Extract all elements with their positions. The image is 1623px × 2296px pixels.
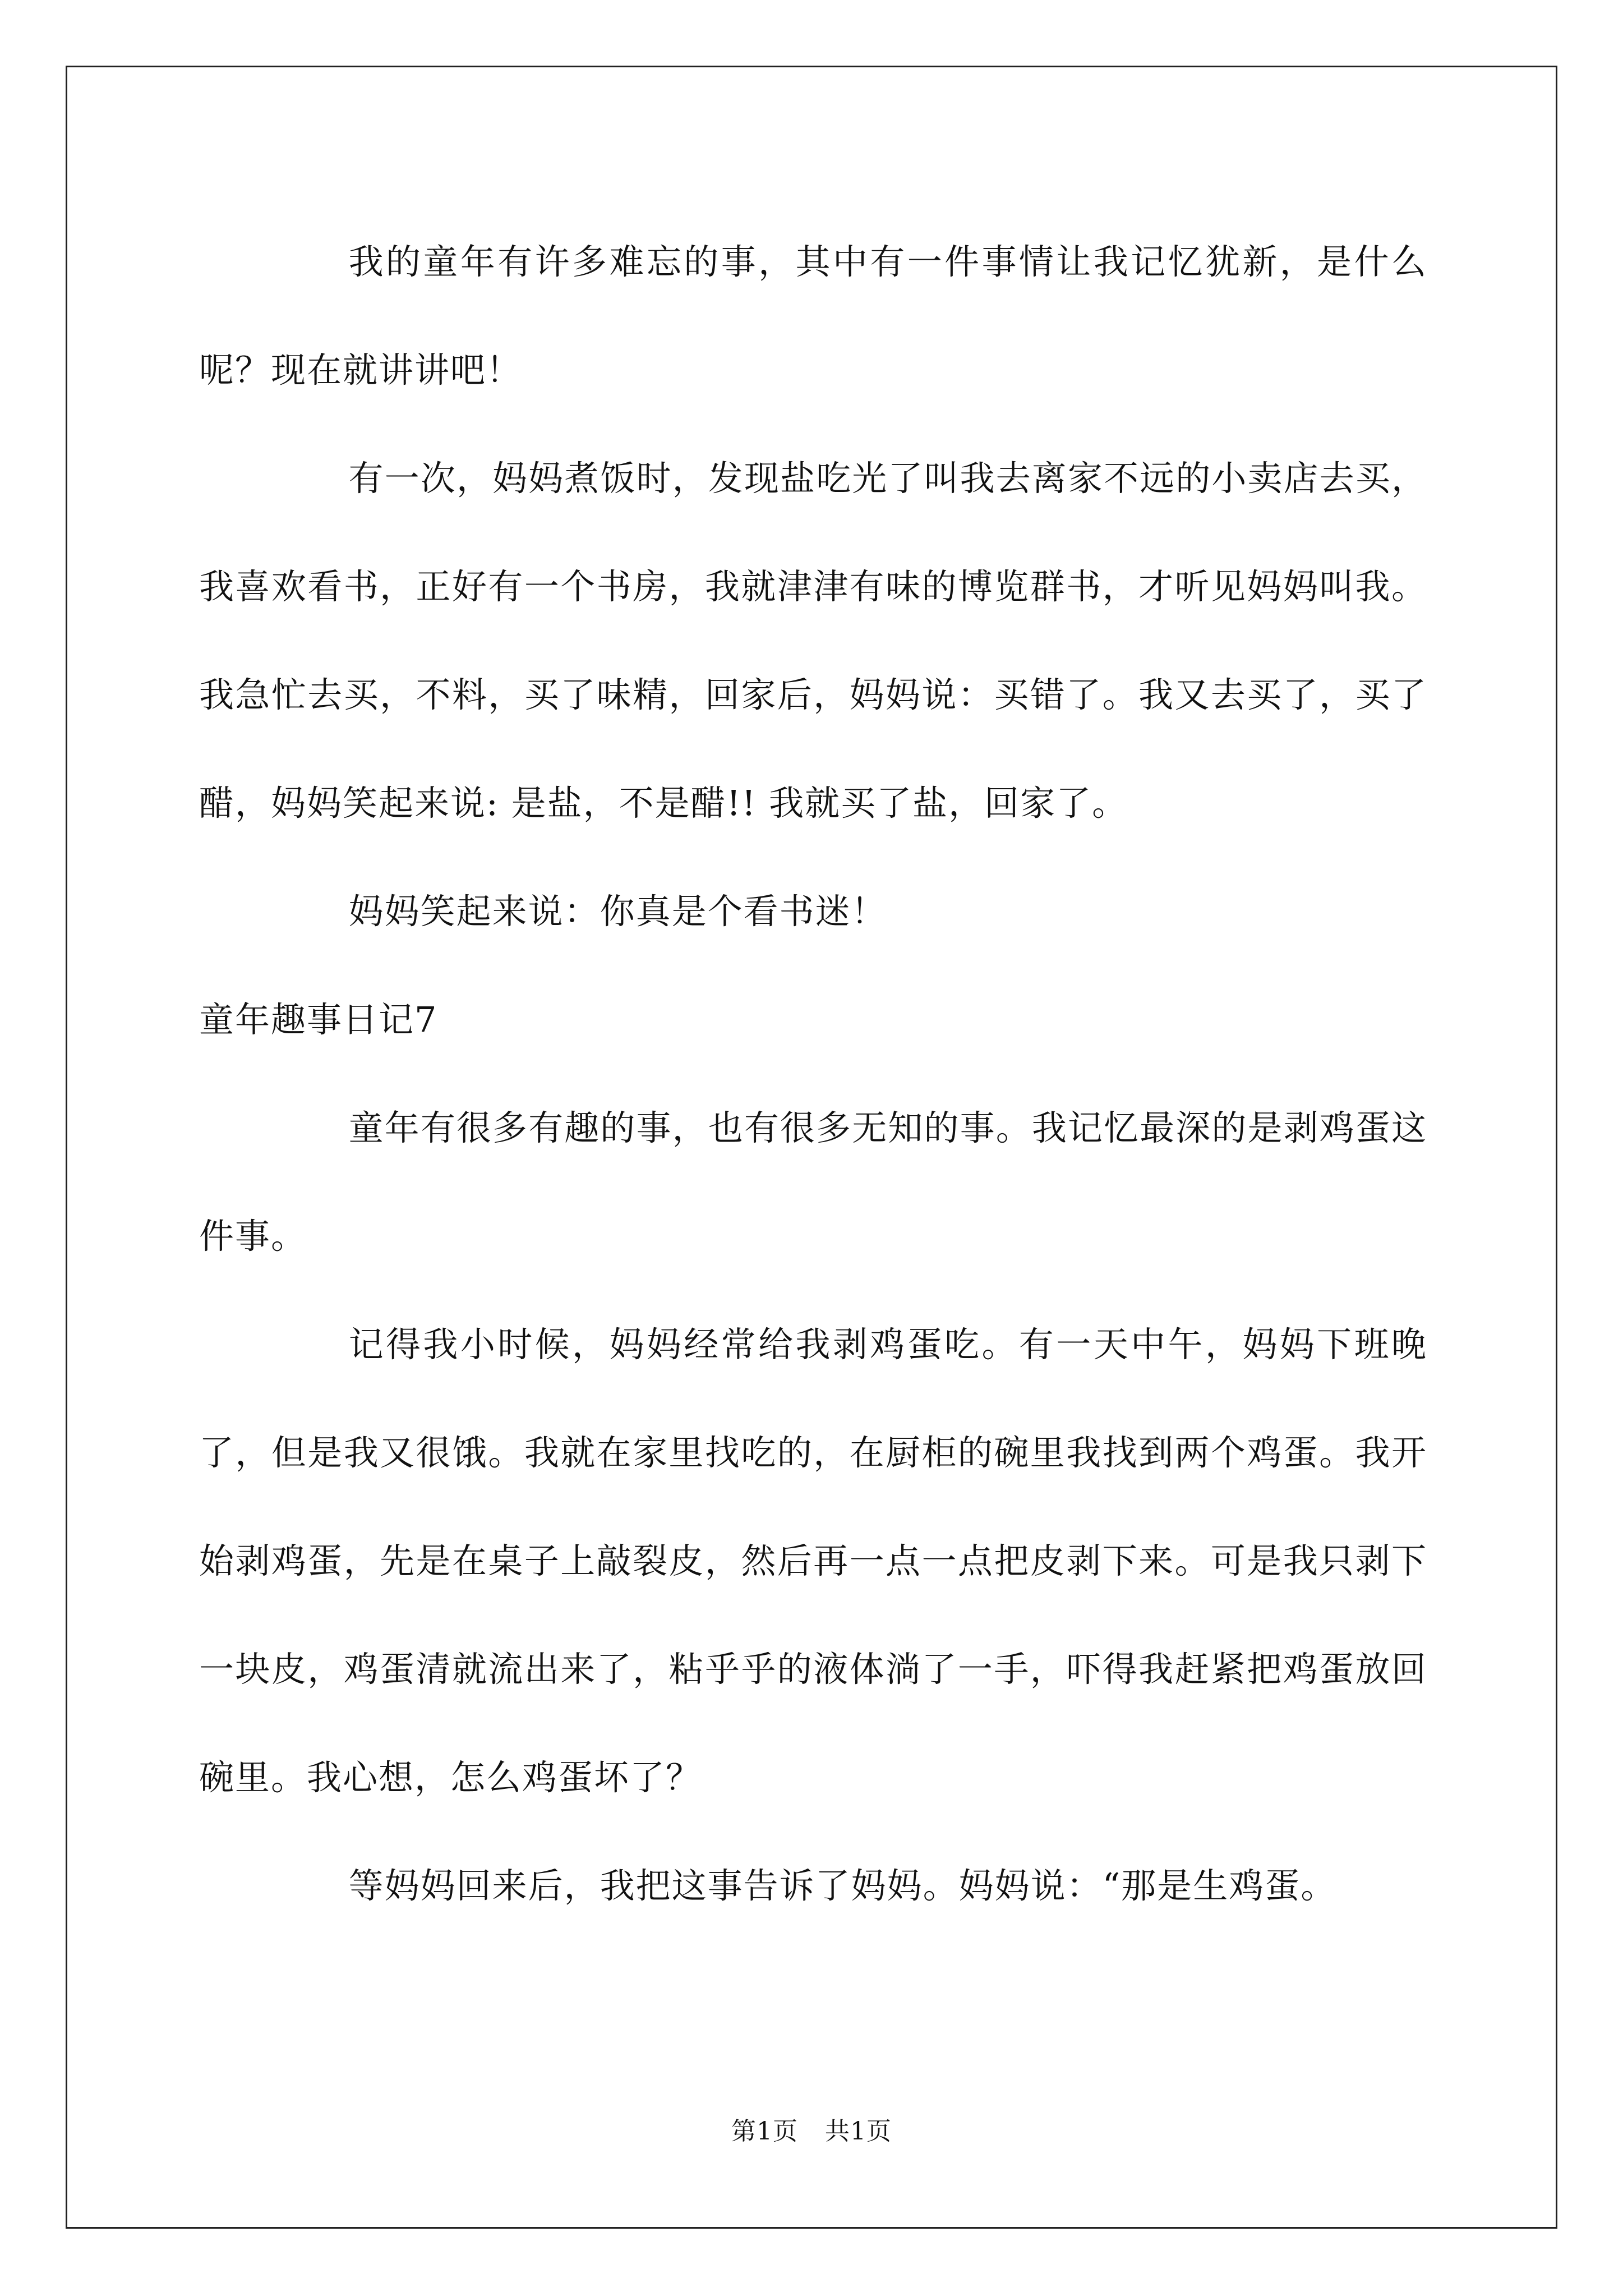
page-number-current: 第1页 bbox=[731, 2117, 798, 2146]
paragraph-6: 等妈妈回来后，我把这事告诉了妈妈。妈妈说：“那是生鸡蛋。 bbox=[348, 1865, 1337, 1906]
paragraph-2: 有一次，妈妈煮饭时，发现盐吃光了叫我去离家不远的小卖店去买，我喜欢看书，正好有一个书房，我就津津有味的博览群书，才听见妈妈叫我。我急忙去买，不料，买了味精，回家后，妈妈说：买错了。我又去买了，买了醋，妈妈笑起来说: 是盐，不是醋!! 我就买了盐，回家了。 bbox=[199, 458, 1427, 823]
paragraph-5: 记得我小时候，妈妈经常给我剥鸡蛋吃。有一天中午，妈妈下班晚了，但是我又很饿。我就在家里找吃的，在厨柜的碗里我找到两个鸡蛋。我开始剥鸡蛋，先是在桌子上敲裂皮，然后再一点一点把皮剥下来。可是我只剥下一块皮，鸡蛋清就流出来了，粘乎乎的液体淌了一手，吓得我赶紧把鸡蛋放回碗里。我心想，怎么鸡蛋坏了？ bbox=[199, 1324, 1427, 1798]
paragraph-1: 我的童年有许多难忘的事，其中有一件事情让我记忆犹新，是什么呢？现在就讲讲吧！ bbox=[199, 241, 1427, 390]
section-title: 童年趣事日记7 bbox=[199, 999, 438, 1040]
paragraph-4: 童年有很多有趣的事，也有很多无知的事。我记忆最深的是剥鸡蛋这件事。 bbox=[199, 1107, 1427, 1257]
page-footer bbox=[0, 2115, 1623, 2148]
page-number-total: 共1页 bbox=[825, 2117, 892, 2146]
paragraph-3: 妈妈笑起来说：你真是个看书迷！ bbox=[348, 891, 887, 932]
document-body bbox=[199, 208, 1427, 1940]
